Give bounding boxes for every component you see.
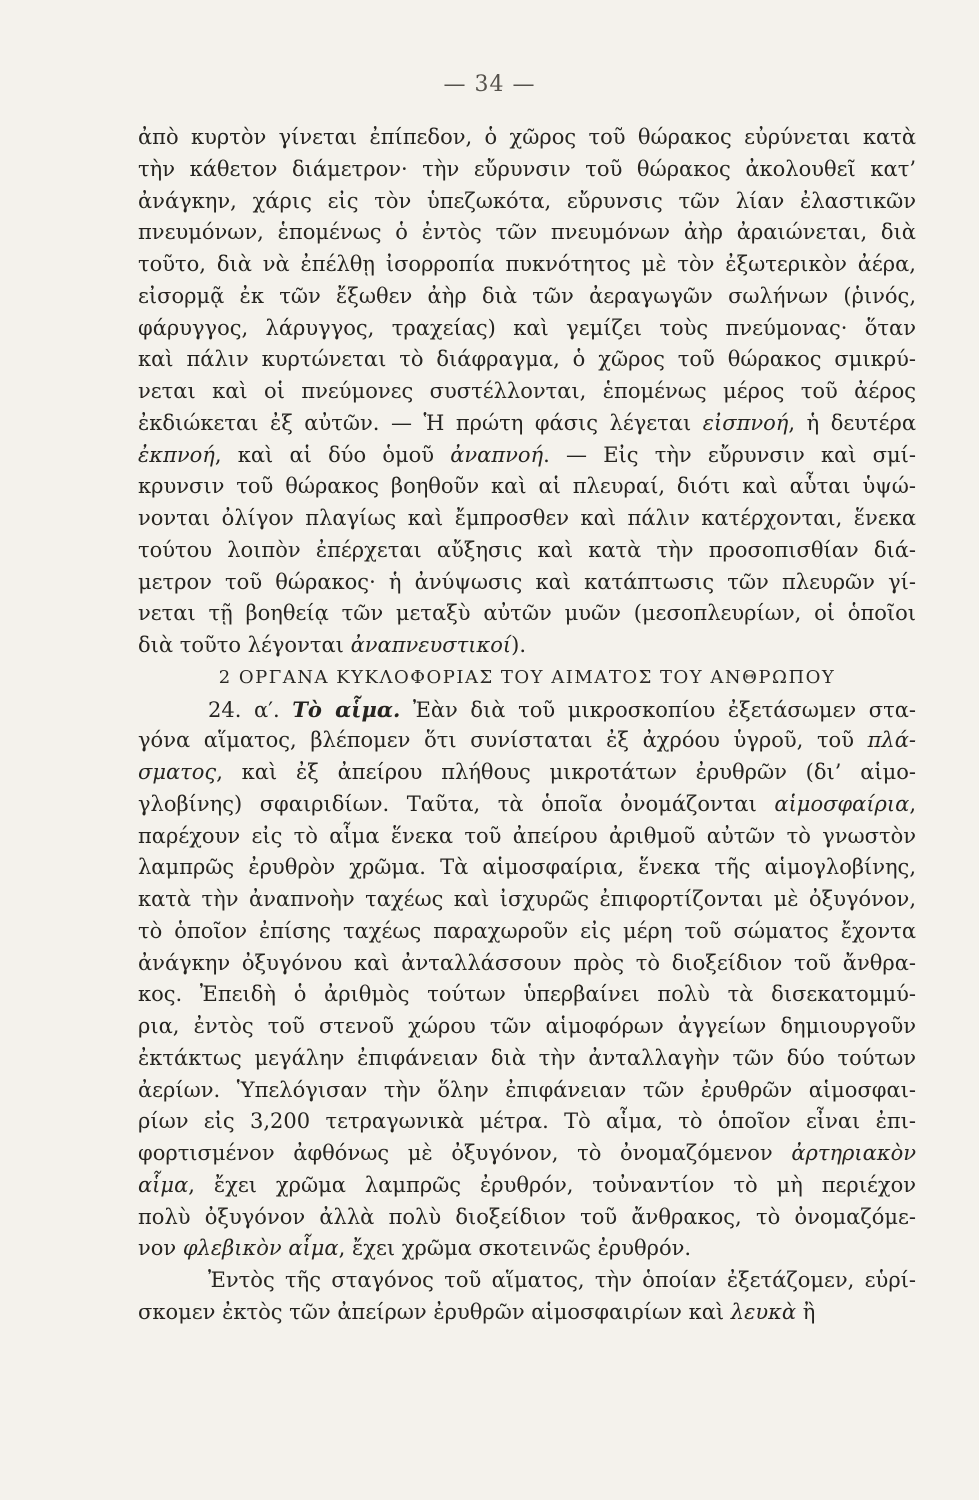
- text-run: νον: [138, 1236, 183, 1261]
- text-line: [138, 948, 916, 980]
- text-line: [138, 630, 916, 662]
- text-line: [138, 884, 916, 916]
- text-run: λαμπρῶς ἐρυθρὸν χρῶμα. Τὰ αἱμοσφαίρια, ἕνεκα τῆς αἱμογλοβίνης,: [138, 855, 916, 880]
- text-line: [138, 471, 916, 503]
- text-line: [138, 408, 916, 440]
- text-run: φορτισμένον ἀφθόνως μὲ ὀξυγόνον, τὸ ὀνομαζόμενον: [138, 1141, 792, 1165]
- text-line: [138, 281, 916, 313]
- text-run: ἐκτάκτως μεγάλην ἐπιφάνειαν διὰ τὴν ἀνταλλαγὴν τῶν δύο τούτων: [138, 1045, 916, 1070]
- text-line: [138, 1170, 916, 1202]
- text-line: [138, 1043, 916, 1075]
- text-run: ,: [909, 791, 916, 816]
- italic-term: φλεβικὸν αἷμα: [182, 1236, 339, 1261]
- text-run: , καὶ αἱ δύο ὁμοῦ: [214, 442, 451, 467]
- text-line: [138, 1202, 916, 1234]
- text-line: [138, 249, 916, 281]
- text-run: νονται ὀλίγον πλαγίως καὶ ἔμπροσθεν καὶ πάλιν κατέρχονται, ἕνεκα: [138, 506, 916, 530]
- italic-term: ἐκπνοή: [138, 442, 215, 467]
- text-line: [138, 821, 916, 853]
- italic-term: πλά-: [867, 728, 916, 753]
- italic-term: λευκὰ: [730, 1299, 797, 1324]
- text-run: , ἡ δευτέρα: [788, 410, 916, 435]
- italic-term: Τὸ αἷμα.: [292, 696, 401, 722]
- text-line: [138, 154, 916, 186]
- text-run: πνευμόνων, ἑπομένως ὁ ἐντὸς τῶν πνευμόνων ἀὴρ ἀραιώνεται, διὰ: [138, 220, 916, 245]
- text-line: [138, 440, 916, 472]
- text-run: κρυνσιν τοῦ θώρακος βοηθοῦν καὶ αἱ πλευραί, διότι καὶ αὗται ὑψώ-: [138, 474, 916, 499]
- text-run: ἀπὸ κυρτὸν γίνεται ἐπίπεδον, ὁ χῶρος τοῦ θώρακος εὐρύνεται κατὰ: [138, 125, 916, 149]
- text-run: ἀνάγκην, χάρις εἰς τὸν ὑπεζωκότα, εὔρυνσις τῶν λίαν ἐλαστικῶν: [138, 188, 916, 213]
- text-line: [138, 694, 916, 726]
- text-run: τούτου λοιπὸν ἐπέρχεται αὔξησις καὶ κατὰ τὴν προσοπισθίαν διά-: [138, 537, 916, 562]
- text-run: μετρον τοῦ θώρακος· ἡ ἀνύψωσις καὶ κατάπτωσις τῶν πλευρῶν γί-: [138, 569, 916, 594]
- text-line: [138, 757, 916, 789]
- text-line: [138, 376, 916, 408]
- italic-term: εἰσπνοή: [702, 410, 789, 435]
- text-line: [138, 122, 916, 154]
- text-run: καὶ πάλιν κυρτώνεται τὸ διάφραγμα, ὁ χῶρος τοῦ θώρακος σμικρύ-: [138, 347, 916, 372]
- text-line: [138, 598, 916, 630]
- text-line: [138, 535, 916, 567]
- text-run: φάρυγγος, λάρυγγος, τραχείας) καὶ γεμίζει τοὺς πνεύμονας· ὅταν: [138, 315, 916, 340]
- text-run: πολὺ ὀξυγόνον ἀλλὰ πολὺ διοξείδιον τοῦ ἄνθρακος, τὸ ὀνομαζόμε-: [138, 1204, 916, 1229]
- italic-term: ἀναπνευστικοί: [350, 633, 512, 657]
- text-run: ἀνάγκην ὀξυγόνου καὶ ἀνταλλάσσουν πρὸς τὸ διοξείδιον τοῦ ἄνθρα-: [138, 950, 916, 975]
- text-line: [138, 1138, 916, 1170]
- text-line: [138, 313, 916, 345]
- text-line: [138, 725, 916, 757]
- text-run: ἐκδιώκεται ἐξ αὐτῶν. — Ἡ πρώτη φάσις λέγεται: [138, 410, 703, 435]
- text-run: ἢ: [796, 1299, 816, 1324]
- text-run: Ἐὰν διὰ τοῦ μικροσκοπίου ἐξετάσωμεν στα-: [400, 697, 916, 722]
- text-run: ρια, ἐντὸς τοῦ στενοῦ χώρου τῶν αἱμοφόρων ἀγγείων δημιουργοῦν: [138, 1014, 916, 1038]
- text-run: σκομεν ἐκτὸς τῶν ἀπείρων ἐρυθρῶν αἱμοσφαιρίων καὶ: [138, 1299, 731, 1324]
- text-run: , καὶ ἐξ ἀπείρου πλήθους μικροτάτων ἐρυθρῶν (δι’ αἱμο-: [216, 760, 916, 784]
- text-line: [138, 1297, 916, 1329]
- italic-term: ἀρτηριακὸν: [791, 1141, 916, 1165]
- text-run: παρέχουν εἰς τὸ αἷμα ἕνεκα τοῦ ἀπείρου ἀριθμοῦ αὐτῶν τὸ γνωστὸν: [138, 823, 916, 848]
- text-run: , ἔχει χρῶμα σκοτεινῶς ἐρυθρόν.: [338, 1236, 692, 1261]
- text-line: [138, 186, 916, 218]
- text-line: [138, 852, 916, 884]
- italic-term: σματος: [138, 760, 217, 784]
- text-run: ἀερίων. Ὑπελόγισαν τὴν ὅλην ἐπιφάνειαν τῶν ἐρυθρῶν αἱμοσφαι-: [138, 1077, 916, 1102]
- text-line: [138, 217, 916, 249]
- text-run: 2 ΟΡΓΑΝΑ ΚΥΚΛΟΦΟΡΙΑΣ ΤΟΥ ΑΙΜΑΤΟΣ ΤΟΥ ΑΝΘΡΩΠΟΥ: [218, 666, 836, 688]
- page-body-text: [138, 122, 916, 1329]
- text-line: [138, 1011, 916, 1043]
- text-run: τοῦτο, διὰ νὰ ἐπέλθῃ ἰσορροπία πυκνότητος μὲ τὸν ἐξωτερικὸν ἀέρα,: [138, 252, 916, 276]
- page-number: — 34 —: [443, 72, 536, 97]
- text-line: [138, 979, 916, 1011]
- text-run: Ἐντὸς τῆς σταγόνος τοῦ αἵματος, τὴν ὁποίαν ἐξετάζομεν, εὑρί-: [208, 1268, 916, 1292]
- text-line: [138, 916, 916, 948]
- text-line: [138, 567, 916, 599]
- text-run: εἰσορμᾷ ἐκ τῶν ἔξωθεν ἀὴρ διὰ τῶν ἀεραγωγῶν σωλήνων (ῥινός,: [138, 283, 916, 308]
- text-run: νεται καὶ οἱ πνεύμονες συστέλλονται, ἑπομένως μέρος τοῦ ἀέρος: [138, 379, 916, 403]
- italic-term: αἱμοσφαίρια: [774, 791, 910, 816]
- text-run: κατὰ τὴν ἀναπνοὴν ταχέως καὶ ἰσχυρῶς ἐπιφορτίζονται μὲ ὀξυγόνον,: [138, 887, 916, 911]
- text-run: τὸ ὁποῖον ἐπίσης ταχέως παραχωροῦν εἰς μέρη τοῦ σώματος ἔχοντα: [138, 918, 916, 943]
- text-run: γλοβίνης) σφαιριδίων. Ταῦτα, τὰ ὁποῖα ὀνομάζονται: [138, 791, 775, 816]
- text-line: [138, 1233, 916, 1265]
- italic-term: αἷμα: [138, 1172, 189, 1197]
- text-line: [138, 1265, 916, 1297]
- text-line: [138, 789, 916, 821]
- text-run: γόνα αἵματος, βλέπομεν ὅτι συνίσταται ἐξ ἀχρόου ὑγροῦ, τοῦ: [138, 728, 868, 753]
- text-line: [138, 503, 916, 535]
- text-run: διὰ τοῦτο λέγονται: [138, 633, 351, 657]
- italic-term: ἀναπνοή: [450, 442, 544, 467]
- text-run: ρίων εἰς 3,200 τετραγωνικὰ μέτρα. Τὸ αἷμα, τὸ ὁποῖον εἶναι ἐπι-: [138, 1109, 916, 1134]
- text-line: [138, 1106, 916, 1138]
- text-run: νεται τῇ βοηθείᾳ τῶν μεταξὺ αὐτῶν μυῶν (μεσοπλευρίων, οἱ ὁποῖοι: [138, 601, 916, 626]
- text-run: κος. Ἐπειδὴ ὁ ἀριθμὸς τούτων ὑπερβαίνει πολὺ τὰ δισεκατομμύ-: [138, 982, 916, 1007]
- section-heading: [138, 662, 916, 694]
- text-line: [138, 1075, 916, 1107]
- text-run: , ἔχει χρῶμα λαμπρῶς ἐρυθρόν, τοὐναντίον τὸ μὴ περιέχον: [188, 1172, 916, 1197]
- text-line: [138, 344, 916, 376]
- text-run: 24. α′.: [208, 697, 293, 722]
- text-run: τὴν κάθετον διάμετρον· τὴν εὔρυνσιν τοῦ θώρακος ἀκολουθεῖ κατ’: [138, 156, 916, 181]
- text-run: . — Εἰς τὴν εὔρυνσιν καὶ σμί-: [543, 442, 916, 467]
- text-run: ).: [511, 633, 527, 657]
